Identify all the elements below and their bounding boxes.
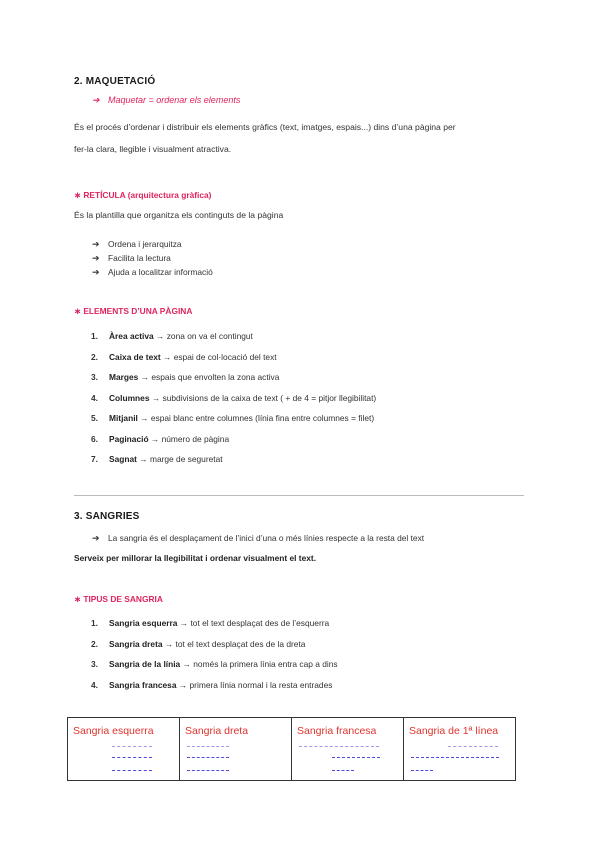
text-line [187, 757, 229, 758]
cell-header: Sangria esquerra [73, 725, 154, 737]
text-line [448, 746, 498, 747]
cell-header: Sangria dreta [185, 725, 249, 737]
list-item: 3. Sangria de la línia → només la primera línia entra cap a dins [91, 659, 338, 669]
list-item: 2. Caixa de text → espai de col·locació del text [91, 351, 277, 362]
text-line [112, 746, 152, 747]
cell-sangria-dreta [180, 718, 292, 781]
text-line [411, 770, 433, 771]
text-line [299, 746, 379, 747]
arrow-icon: ➔ [92, 239, 100, 249]
text-line [187, 770, 229, 771]
tipus-list [91, 613, 338, 695]
text-line [332, 757, 380, 758]
sangria-table [67, 717, 516, 781]
list-item: 3. Marges → espais que envolten la zona activa [91, 372, 280, 382]
elements-list [91, 326, 376, 470]
sangria-purpose: Serveix per millorar la llegibilitat i ordenar visualment el text. [74, 553, 317, 563]
paragraph-line-2: fer-la clara, llegible i visualment atractiva. [74, 144, 232, 154]
list-item: 2. Sangria dreta → tot el text desplaçat des de la dreta [91, 638, 306, 649]
reticula-heading: ∗ RETÍCULA (arquitectura gràfica) [74, 190, 212, 200]
text-line [411, 757, 499, 758]
list-item: ➔ Ordena i jerarquitza [92, 239, 182, 249]
reticula-description: És la plantilla que organitza els continguts de la pàgina [74, 210, 284, 220]
tipus-heading: ∗ TIPUS DE SANGRIA [74, 594, 163, 604]
maquetacio-paragraph [74, 121, 534, 156]
list-item: 6. Paginació → número de pàgina [91, 433, 230, 444]
section-title-sangries: 3. SANGRIES [74, 511, 140, 522]
text-line [187, 746, 229, 747]
list-item: 5. Mitjanil → espai blanc entre columnes (línia fina entre columnes = filet) [91, 413, 375, 423]
subtitle-text: Maquetar = ordenar els elements [108, 95, 241, 105]
cell-sangria-esquerra [68, 718, 180, 781]
list-item: 1. Àrea activa → zona on va el contingut [91, 331, 253, 341]
list-item: 4. Sangria francesa → primera línia normal i la resta entrades [91, 679, 333, 690]
table-row [68, 718, 516, 781]
text-line [112, 757, 152, 758]
text-line [112, 770, 152, 771]
arrow-icon: ➔ [92, 95, 100, 105]
paragraph-line-1: És el procés d’ordenar i distribuir els elements gràfics (text, imatges, espais...) dins d’una pàgina per [74, 122, 456, 132]
section-divider [74, 495, 524, 496]
arrow-icon: ➔ [92, 533, 100, 543]
cell-sangria-primera-linea [404, 718, 516, 781]
section-title-maquetacio: 2. MAQUETACIÓ [74, 76, 156, 87]
text-line [332, 770, 354, 771]
list-item: 1. Sangria esquerra → tot el text desplaçat des de l’esquerra [91, 618, 330, 628]
arrow-icon: ➔ [92, 253, 100, 263]
elements-heading: ∗ ELEMENTS D’UNA PÀGINA [74, 306, 193, 316]
list-item: 4. Columnes → subdivisions de la caixa de text ( + de 4 = pitjor llegibilitat) [91, 392, 377, 403]
cell-header: Sangria de 1ª línea [409, 725, 499, 737]
cell-header: Sangria francesa [297, 725, 377, 737]
list-item: ➔ Ajuda a localitzar informació [92, 267, 213, 277]
sangria-definition: ➔ La sangria és el desplaçament de l’inici d’una o més línies respecte a la resta del text [92, 533, 425, 543]
list-item: 7. Sagnat → marge de seguretat [91, 454, 223, 464]
reticula-list [92, 237, 213, 279]
maquetacio-subtitle [92, 95, 240, 106]
list-item: ➔ Facilita la lectura [92, 253, 171, 263]
arrow-icon: ➔ [92, 267, 100, 277]
cell-sangria-francesa [292, 718, 404, 781]
